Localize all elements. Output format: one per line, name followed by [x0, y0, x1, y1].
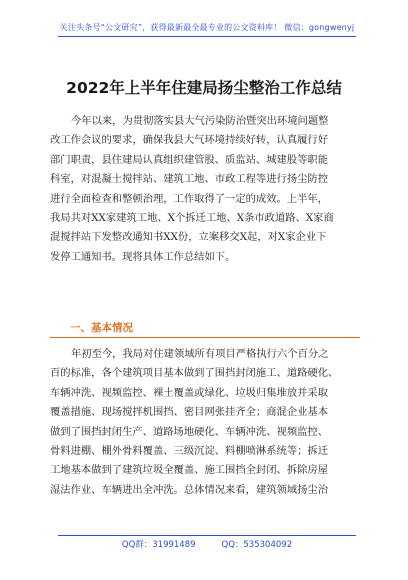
paragraph-line: 车辆冲洗、视频监控、裸土覆盖或绿化、垃圾归集堆放并采取 — [50, 386, 329, 399]
header-banner: 关注头条号“公文研究”，获得最新最全最专业的公文资料库！ 微信：gongwenyj — [59, 23, 355, 32]
paragraph-line: 骨料进棚、棚外骨料覆盖、三级沉淀、料棚喷淋系统等；拆迁 — [50, 444, 329, 457]
document-title: 2022年上半年住建局扬尘整治工作总结 — [66, 79, 342, 97]
paragraph-line: 混搅拌站下发整改通知书XX份，立案移交X起，对X家企业下 — [50, 231, 327, 244]
section-divider — [50, 337, 360, 338]
section-paragraph — [50, 345, 360, 500]
paragraph-line: 百的标准，各个建筑项目基本做到了围挡封闭施工、道路硬化、 — [50, 367, 339, 380]
footer-divider — [58, 535, 356, 536]
paragraph-line: 覆盖措施、现场搅拌机围挡、密目网张挂齐全；商混企业基本 — [50, 406, 329, 419]
paragraph-line: 发停工通知书。现将具体工作总结如下。 — [50, 250, 236, 263]
paragraph-line: 今年以来，为贯彻落实县大气污染防治暨突出环境问题整 — [71, 115, 329, 127]
paragraph-line: 湿法作业、车辆进出全冲洗。总体情况来看，建筑领域扬尘治 — [50, 483, 329, 496]
paragraph-line: 进行全面检查和整顿治理，工作取得了一定的成效。上半年， — [50, 192, 329, 205]
paragraph-line: 工地基本做到了建筑垃圾全覆盖、施工围挡全封闭、拆除房屋 — [50, 464, 329, 477]
paragraph-line: 我局共对XX家建筑工地、X个拆迁工地、X条市政道路、X家商 — [50, 211, 334, 224]
footer-banner — [58, 538, 356, 550]
paragraph-line: 做到了围挡封闭生产、道路场地硬化、车辆冲洗、视频监控、 — [50, 425, 329, 438]
paragraph-line: 部门职责，县住建局认真组织建管股、质监站、城建股等职能 — [50, 153, 329, 166]
paragraph-line: 年初至今，我局对住建领域所有项目严格执行六个百分之 — [71, 348, 329, 360]
paragraph-line: 科室，对混凝土搅拌站、建筑工地、市政工程等进行扬尘防控 — [50, 173, 329, 186]
section-heading: 一、基本情况 — [70, 322, 133, 334]
intro-paragraph — [50, 112, 360, 267]
header-divider — [58, 36, 356, 37]
footer-qq: QQ：535304092 — [221, 540, 293, 550]
footer-qq-group: QQ群：31991489 — [121, 540, 196, 550]
paragraph-line: 改工作会议的要求，确保我县大气环境持续好转，认真履行好 — [50, 134, 329, 147]
